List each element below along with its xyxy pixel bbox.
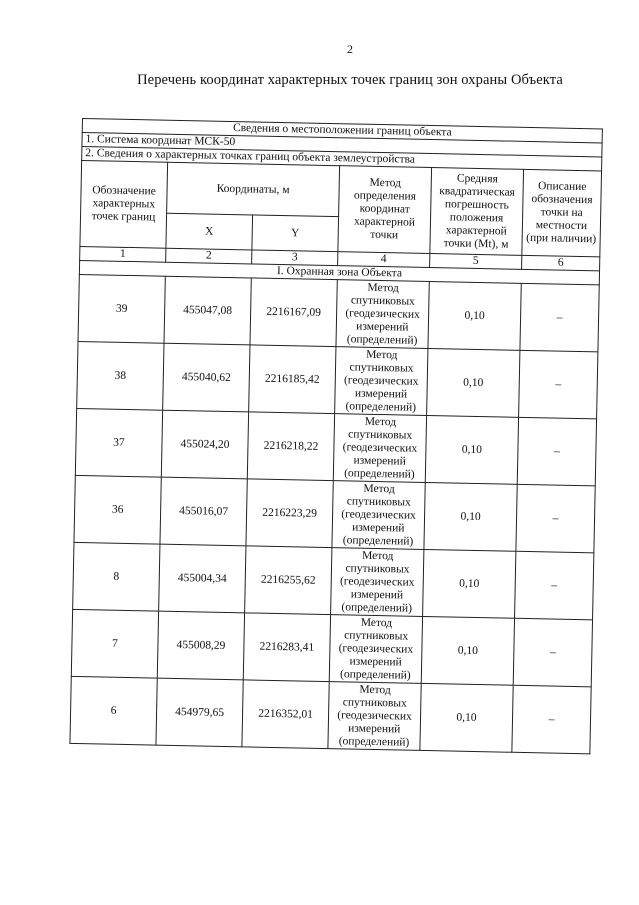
method-cell: Метод спутниковых (геодезических измерений (определений)	[331, 548, 424, 617]
table-row	[73, 542, 594, 619]
description-value: –	[519, 350, 598, 419]
description-value: –	[515, 551, 594, 620]
accuracy-value: 0,10	[428, 282, 521, 351]
method-cell: Метод спутниковых (геодезических измерений (определений)	[336, 280, 429, 349]
column-number: 4	[338, 252, 430, 268]
accuracy-value: 0,10	[425, 415, 518, 484]
point-label: 36	[74, 475, 161, 544]
point-label: 39	[78, 274, 165, 343]
description-value: –	[520, 283, 599, 352]
zone-title: I. Охранная зона Объекта	[79, 260, 599, 284]
header-y: Y	[252, 215, 339, 252]
x-coordinate: 454979,65	[156, 678, 243, 747]
x-coordinate: 455016,07	[160, 477, 247, 546]
x-coordinate: 455047,08	[164, 276, 251, 345]
page-number: 2	[347, 42, 353, 56]
table-row	[78, 274, 599, 351]
table-row	[77, 341, 598, 418]
point-label: 7	[71, 609, 158, 678]
header-method: Метод определения координат характерной точки	[338, 166, 432, 254]
method-cell: Метод спутниковых (геодезических измерений (определений)	[329, 615, 422, 684]
y-coordinate: 2216218,22	[247, 412, 334, 481]
description-value: –	[517, 417, 596, 486]
method-cell: Метод спутниковых (геодезических измерений (определений)	[328, 682, 421, 751]
table-row	[74, 475, 595, 552]
header-coords: Координаты, м	[167, 162, 340, 216]
x-coordinate: 455008,29	[157, 611, 244, 680]
points-info: 2. Сведения о характерных точках границ объекта землеустройства	[82, 147, 602, 171]
header-accuracy: Средняя квадратическая погрешность положения характерной точки (Mt), м	[430, 168, 524, 256]
column-number: 1	[80, 246, 166, 262]
description-value: –	[513, 618, 592, 687]
accuracy-value: 0,10	[423, 549, 516, 618]
y-coordinate: 2216352,01	[242, 680, 329, 749]
method-cell: Метод спутниковых (геодезических измерений (определений)	[333, 414, 426, 483]
point-label: 6	[70, 676, 157, 745]
header-x: X	[166, 213, 253, 250]
y-coordinate: 2216167,09	[250, 278, 337, 347]
x-coordinate: 455024,20	[161, 410, 248, 479]
point-label: 8	[73, 542, 160, 611]
column-number: 5	[430, 254, 522, 270]
coordinate-system: 1. Система координат МСК-50	[82, 133, 602, 157]
point-label: 37	[75, 408, 162, 477]
y-coordinate: 2216185,42	[249, 345, 336, 414]
description-value: –	[516, 484, 595, 553]
accuracy-value: 0,10	[427, 348, 520, 417]
table-row	[75, 408, 596, 485]
point-label: 38	[77, 341, 164, 410]
x-coordinate: 455004,34	[159, 544, 246, 613]
description-value: –	[512, 685, 591, 754]
table-row	[70, 676, 591, 753]
header-point: Обозначение характерных точек границ	[80, 161, 168, 249]
method-cell: Метод спутниковых (геодезических измерений (определений)	[335, 347, 428, 416]
coordinates-table	[69, 118, 603, 754]
column-number: 3	[252, 250, 338, 266]
accuracy-value: 0,10	[420, 683, 513, 752]
column-number: 6	[522, 255, 600, 271]
x-coordinate: 455040,62	[163, 343, 250, 412]
document-title: Перечень координат характерных точек границ зон охраны Объекта	[137, 72, 563, 88]
section-header: Сведения о местоположении границ объекта	[82, 119, 602, 143]
table-row	[71, 609, 592, 686]
accuracy-value: 0,10	[424, 482, 517, 551]
accuracy-value: 0,10	[421, 616, 514, 685]
y-coordinate: 2216283,41	[243, 613, 330, 682]
y-coordinate: 2216255,62	[245, 546, 332, 615]
column-number: 2	[166, 248, 252, 264]
method-cell: Метод спутниковых (геодезических измерений (определений)	[332, 481, 425, 550]
y-coordinate: 2216223,29	[246, 479, 333, 548]
header-description: Описание обозначения точки на местности (при наличии)	[522, 169, 602, 257]
